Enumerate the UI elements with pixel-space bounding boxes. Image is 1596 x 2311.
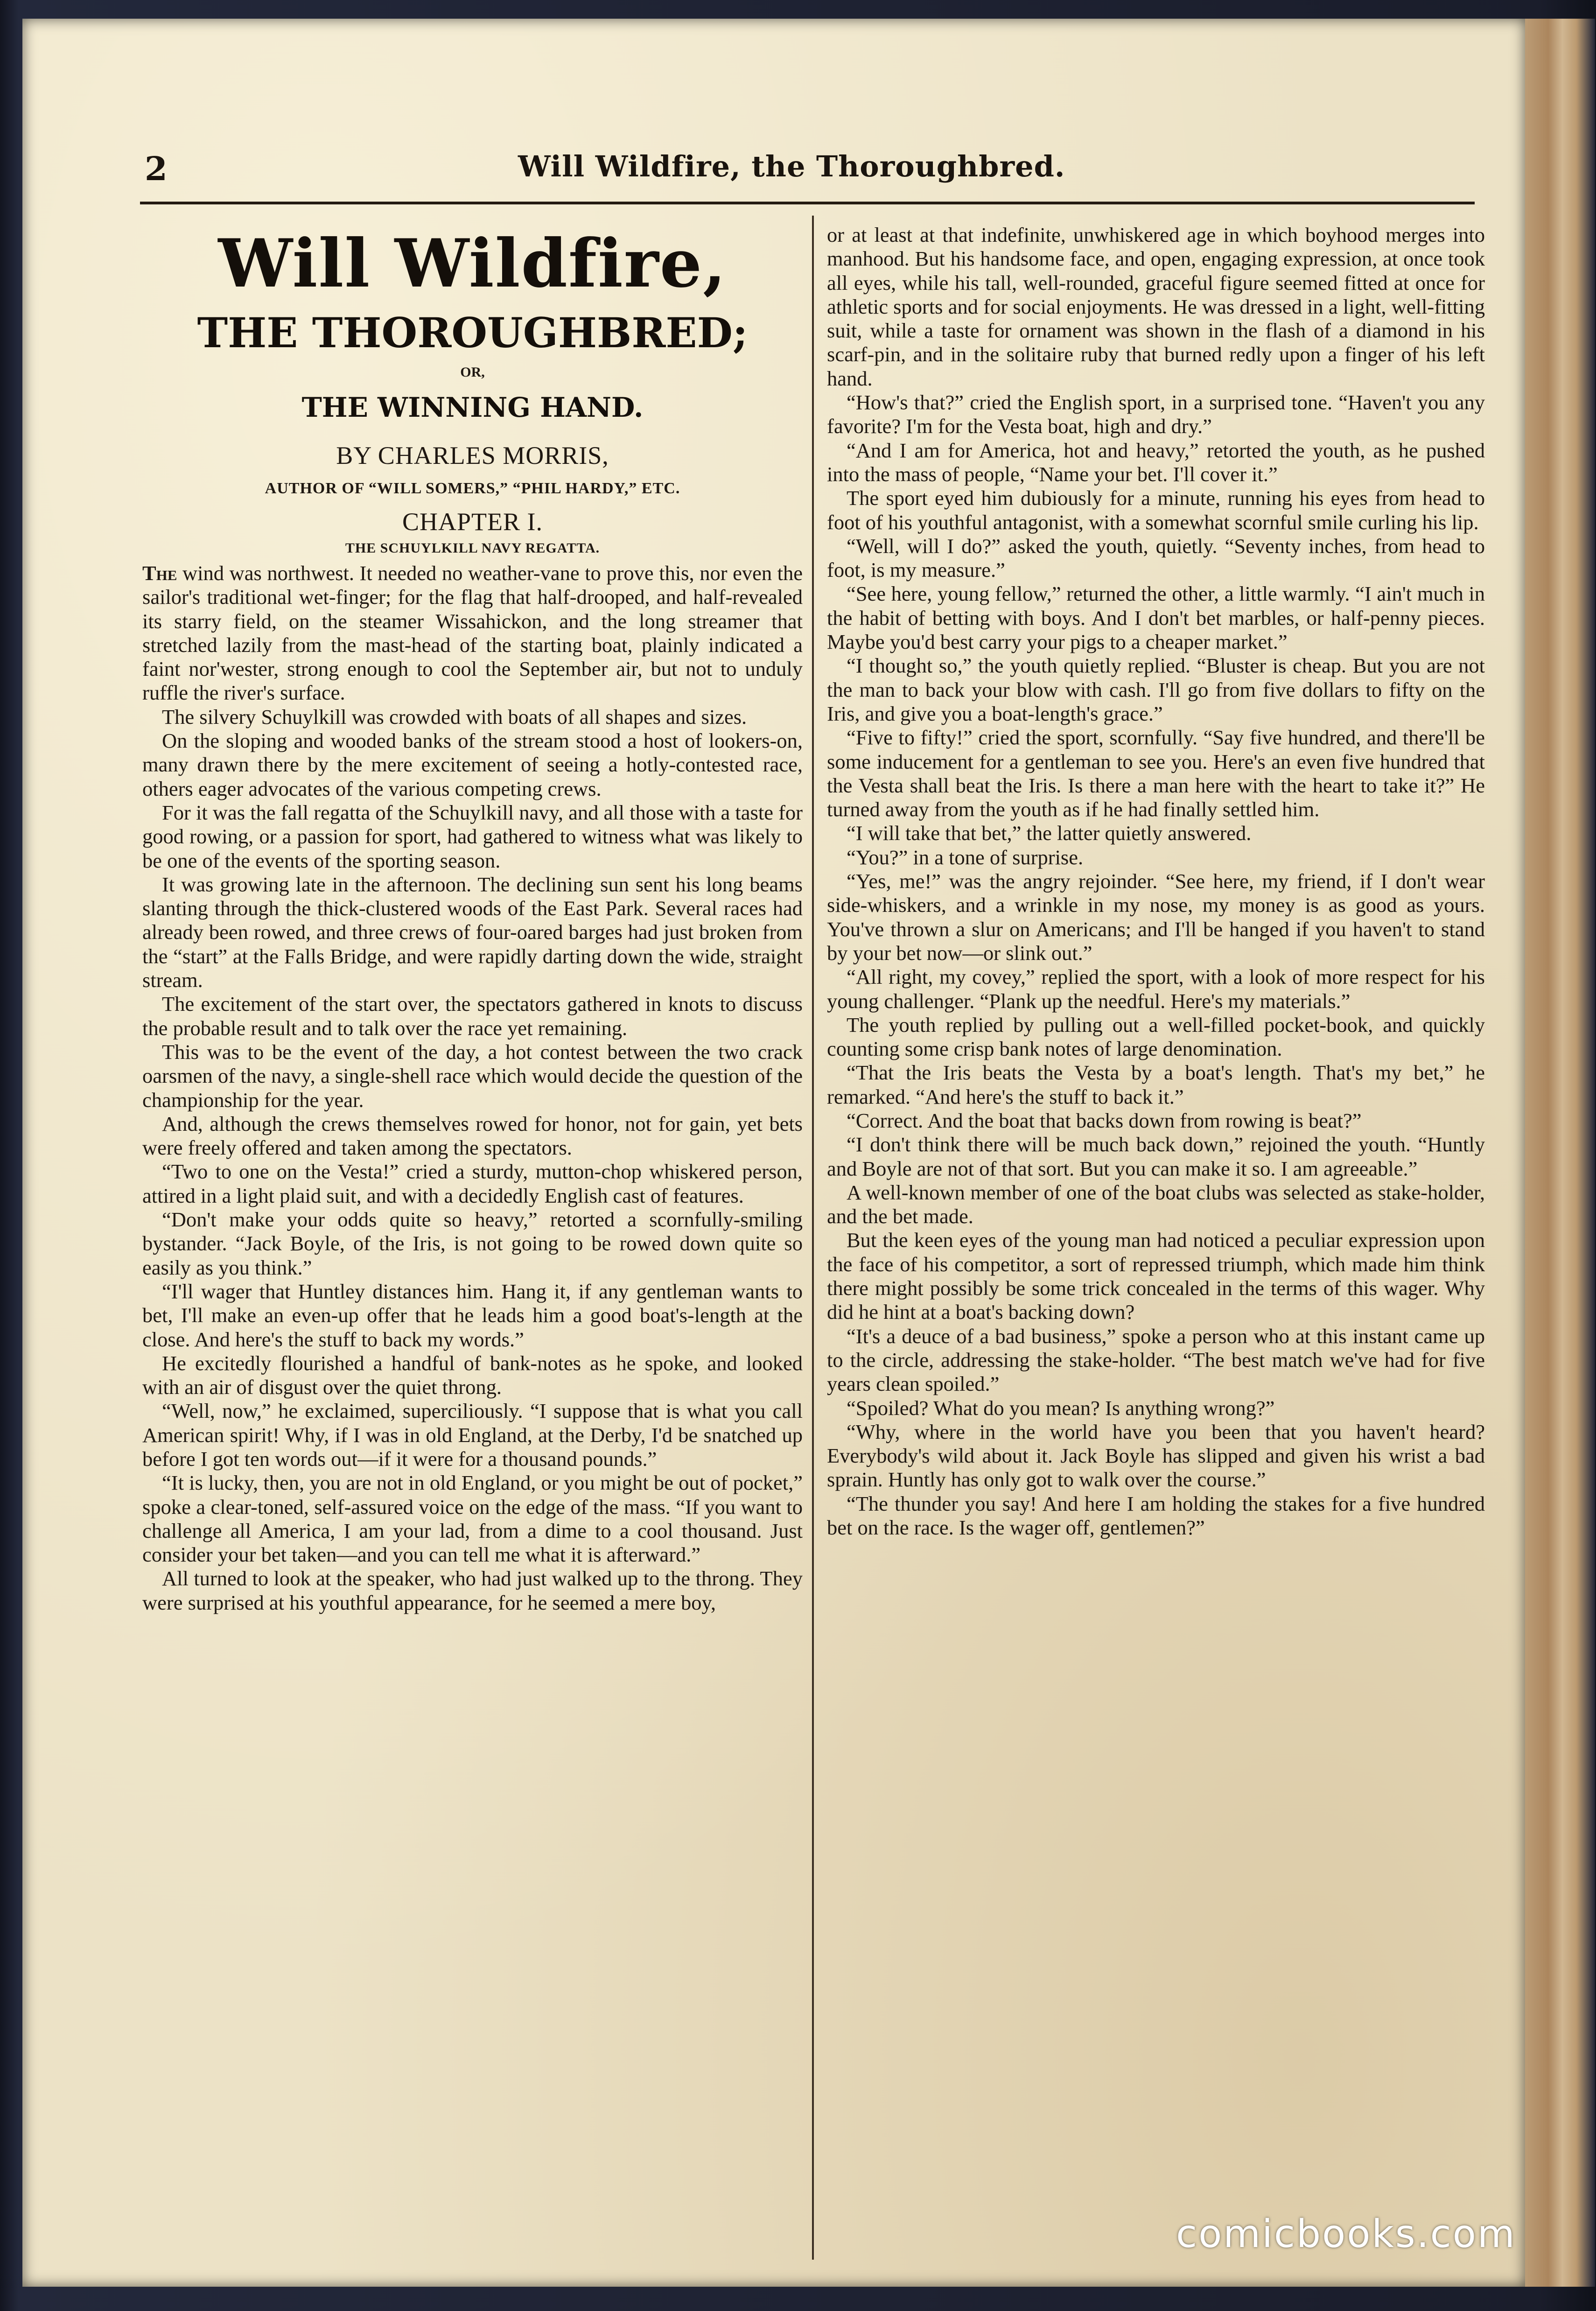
page-number: 2: [145, 149, 168, 188]
byline: BY CHARLES MORRIS,: [336, 441, 609, 469]
paragraph: The silvery Schuylkill was crowded with boats of all shapes and sizes.: [162, 705, 747, 728]
paragraph: On the sloping and wooded banks of the stream stood a host of lookers-on, many drawn there by the mere excitement of seeing a hotly-contested race, others eager advocates of the various competing crews.: [142, 729, 803, 800]
paragraph: “Don't make your odds quite so heavy,” retorted a scornfully-smiling bystander. “Jack Boyle, of the Iris, is not going to be rowed down quite so easily as you think.”: [142, 1208, 803, 1279]
alternate-title: THE WINNING HAND.: [301, 392, 644, 423]
paragraph: “Spoiled? What do you mean? Is anything wrong?”: [847, 1396, 1275, 1420]
paragraph: The excitement of the start over, the spectators gathered in knots to discuss the probable result and to talk over the race yet remaining.: [142, 992, 803, 1040]
paragraph: “Yes, me!” was the angry rejoinder. “See here, my friend, if I don't wear side-whiskers, and a wrinkle in my nose, my money is as good as yours. You've thrown a slur on Americans; and I'll be hanged if you haven't to stand by your bet now—or slink out.”: [827, 869, 1485, 965]
paragraph: “Why, where in the world have you been that you haven't heard? Everybody's wild about it. Jack Boyle has slipped and given his wrist a bad sprain. Huntly has only got to walk over the course.”: [827, 1420, 1485, 1492]
chapter-title: THE SCHUYLKILL NAVY REGATTA.: [345, 540, 600, 556]
paragraph: “Correct. And the boat that backs down from rowing is beat?”: [847, 1108, 1362, 1132]
paragraph: “The thunder you say! And here I am holding the stakes for a five hundred bet on the race. Is the wager off, gentlemen?”: [827, 1492, 1485, 1540]
paragraph: This was to be the event of the day, a hot contest between the two crack oarsmen of the navy, a single-shell race which would decide the question of the championship for the year.: [142, 1040, 803, 1112]
paragraph: “Five to fifty!” cried the sport, scornfully. “Say five hundred, and there'll be some inducement for a gentleman to see you. Here's an even five hundred that the Vesta shall beat the Iris. Is there a man here with the heart to take it?” He turned away from the youth as if he had finally settled him.: [827, 726, 1485, 821]
paragraph: “That the Iris beats the Vesta by a boat's length. That's my bet,” he remarked. “And here's the stuff to back it.”: [827, 1061, 1485, 1108]
paragraph: “All right, my covey,” replied the sport, with a look of more respect for his young challenger. “Plank up the needful. Here's my materials.”: [827, 965, 1485, 1013]
paragraph: It was growing late in the afternoon. The declining sun sent his long beams slanting through the thick-clustered woods of the East Park. Several races had already been rowed, and three crews of four-oared barges had just broken from the “start” at the Falls Bridge, and were rapidly darting down the wide, straight stream.: [142, 872, 803, 992]
paragraph: “It's a deuce of a bad business,” spoke a person who at this instant came up to the circle, addressing the stake-holder. “The best match we've had for five years clean spoiled.”: [827, 1324, 1485, 1396]
page-header: [119, 140, 1472, 201]
story-title: Will Wildfire,: [218, 225, 727, 302]
paragraph: For it was the fall regatta of the Schuylkill navy, and all those with a taste for good rowing, or a passion for sport, had gathered to witness what was likely to be one of the events of the sporting season.: [142, 800, 803, 872]
running-title: Will Wildfire, the Thoroughbred.: [518, 149, 1065, 183]
paragraph: “I will take that bet,” the latter quietly answered.: [847, 821, 1252, 845]
paragraph: “You?” in a tone of surprise.: [847, 845, 1084, 869]
header-rule: [140, 202, 1475, 204]
lead-word: The: [142, 561, 177, 585]
paragraph: or at least at that indefinite, unwhiskered age in which boyhood merges into manhood. But his handsome face, and open, engaging expression, at once took all eyes, while his tall, well-rounded, graceful figure seemed fitted at once for athletic sports and for social enjoyments. He was dressed in a light, well-fitting suit, while a taste for ornament was shown in the flash of a diamond in his scarf-pin, and in the solitaire ruby that burned redly upon a finger of his left hand.: [827, 223, 1485, 390]
paragraph: “It is lucky, then, you are not in old England, or you might be out of pocket,” spoke a clear-toned, self-assured voice on the edge of the mass. “If you want to challenge all America, I am your lad, from a dime to a cool thousand. Just consider your bet taken—and you can tell me what it is afterward.”: [142, 1471, 803, 1567]
paragraph: And, although the crews themselves rowed for honor, not for gain, yet bets were freely offered and taken among the spectators.: [142, 1112, 803, 1160]
story-subtitle: THE THOROUGHBRED;: [197, 308, 748, 357]
site-watermark: comicbooks.com: [1176, 2212, 1516, 2256]
torn-page-edge: [1525, 19, 1595, 2287]
left-column: [142, 219, 803, 2259]
paragraph: The sport eyed him dubiously for a minute, running his eyes from head to foot of his youthful antagonist, with a somewhat scornful smile curling his lip.: [827, 486, 1485, 534]
paragraph: “I thought so,” the youth quietly replied. “Bluster is cheap. But you are not the man to back your blow with cash. I'll go from five dollars to fifty on the Iris, and give you a boat-length's grace.”: [827, 654, 1485, 725]
paragraph: “See here, young fellow,” returned the other, a little warmly. “I ain't much in the habit of betting with boys. And I don't bet marbles, or half-penny pieces. Maybe you'd best carry your pigs to a cheaper market.”: [827, 582, 1485, 654]
paragraph: “Well, will I do?” asked the youth, quietly. “Seventy inches, from head to foot, is my measure.”: [827, 534, 1485, 582]
paragraph: The youth replied by pulling out a well-filled pocket-book, and quickly counting some crisp bank notes of large denomination.: [827, 1013, 1485, 1061]
or-connector: OR,: [460, 364, 485, 380]
author-note: AUTHOR OF “WILL SOMERS,” “PHIL HARDY,” ETC.: [265, 480, 680, 497]
paragraph: He excitedly flourished a handful of bank-notes as he spoke, and looked with an air of disgust over the quiet throng.: [142, 1351, 803, 1399]
paragraph: “Two to one on the Vesta!” cried a sturdy, mutton-chop whiskered person, attired in a light plaid suit, and with a decidedly English cast of features.: [142, 1160, 803, 1207]
right-column: [827, 223, 1485, 2262]
paragraph: “And I am for America, hot and heavy,” retorted the youth, as he pushed into the mass of people, “Name your bet. I'll cover it.”: [827, 438, 1485, 486]
chapter-heading: CHAPTER I.: [402, 508, 543, 536]
paragraph: “I don't think there will be much back down,” rejoined the youth. “Huntly and Boyle are not of that sort. But you can make it so. I am agreeable.”: [827, 1133, 1485, 1180]
paragraph: All turned to look at the speaker, who had just walked up to the throng. They were surprised at his youthful appearance, for he seemed a mere boy,: [142, 1567, 803, 1614]
paragraph: “Well, now,” he exclaimed, superciliously. “I suppose that is what you call American spirit! Why, if I was in old England, at the Derby, I'd be snatched up before I got ten words out—if it were for a thousand pounds.”: [142, 1399, 803, 1471]
paragraph-text: wind was northwest. It needed no weather-vane to prove this, nor even the sailor's traditional wet-finger; for the flag that half-drooped, and half-revealed its starry field, on the steamer Wissahickon, and the long streamer that stretched lazily from the mast-head of the starting boat, plainly indicated a faint nor'wester, strong enough to cool the September air, but not to unduly ruffle the river's surface.: [142, 561, 803, 705]
paragraph: A well-known member of one of the boat clubs was selected as stake-holder, and the bet made.: [827, 1180, 1485, 1228]
paragraph: But the keen eyes of the young man had noticed a peculiar expression upon the face of his competitor, a sort of repressed triumph, which made him think there might possibly be some trick concealed in the terms of this wager. Why did he hint at a boat's backing down?: [827, 1228, 1485, 1324]
paragraph: “How's that?” cried the English sport, in a surprised tone. “Haven't you any favorite? I'm for the Vesta boat, high and dry.”: [827, 391, 1485, 438]
column-divider: [812, 216, 814, 2260]
paragraph: “I'll wager that Huntley distances him. Hang it, if any gentleman wants to bet, I'll make an even-up offer that he leads him a good boat's-length at the close. And here's the stuff to back my words.”: [142, 1279, 803, 1351]
paragraph: [142, 561, 803, 705]
title-block: [142, 223, 803, 559]
